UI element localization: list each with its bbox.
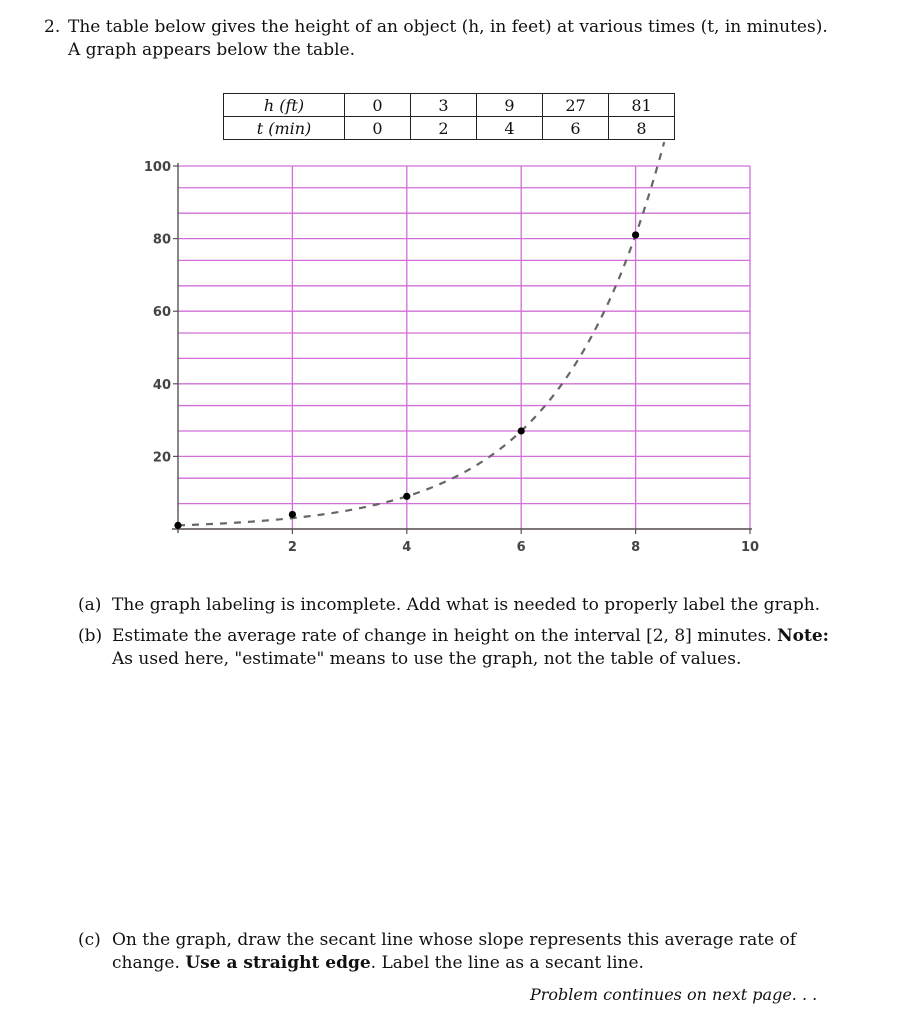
data-point xyxy=(289,511,296,518)
x-tick-label: 10 xyxy=(740,540,760,555)
t-value: 0 xyxy=(345,117,411,140)
t-value: 2 xyxy=(411,117,477,140)
data-point xyxy=(518,427,525,434)
question-label: (c) xyxy=(78,930,101,950)
question-label: (b) xyxy=(78,626,103,646)
problem-number: 2. xyxy=(44,17,61,37)
problem-text: The table below gives the height of an object (h, in feet) at various times (t, in minutes). A graph appears below the table. xyxy=(68,17,828,60)
data-point xyxy=(174,522,181,529)
x-tick-label: 6 xyxy=(516,540,526,555)
y-tick-label: 80 xyxy=(152,232,171,248)
h-value: 3 xyxy=(411,94,477,117)
t-value: 6 xyxy=(543,117,609,140)
y-tick-label: 100 xyxy=(143,160,171,175)
note-label: Note: xyxy=(777,626,829,646)
question-text: As used here, "estimate" means to use the graph, not the table of values. xyxy=(112,649,742,669)
y-tick-label: 60 xyxy=(152,305,171,321)
y-tick-label: 40 xyxy=(152,377,171,393)
question-label: (a) xyxy=(78,595,102,615)
h-label-text: h (ft) xyxy=(263,95,305,115)
bold-instruction: Use a straight edge xyxy=(185,953,371,973)
question-body xyxy=(112,625,848,671)
x-tick-label: 8 xyxy=(631,540,641,555)
footer-note: Problem continues on next page. . . xyxy=(530,985,818,1004)
question-text: Estimate the average rate of change in height on the interval [2, 8] minutes. xyxy=(112,626,778,646)
t-value: 4 xyxy=(477,117,543,140)
x-tick-label: 4 xyxy=(402,540,412,555)
question-text: The graph labeling is incomplete. Add what is needed to properly label the graph. xyxy=(112,595,821,615)
y-tick-label: 20 xyxy=(152,450,171,466)
data-point xyxy=(403,493,410,500)
question-body xyxy=(112,929,848,975)
h-value: 9 xyxy=(477,94,543,117)
t-label-text: t (min) xyxy=(256,118,312,138)
height-curve xyxy=(178,142,664,525)
h-value: 81 xyxy=(609,94,675,117)
t-value: 8 xyxy=(609,117,675,140)
x-tick-label: 2 xyxy=(287,540,297,555)
question-text: On the graph, draw the secant line whose slope represents this average rate of change. xyxy=(112,930,797,973)
question-c xyxy=(78,929,848,975)
question-a xyxy=(78,594,848,617)
data-point xyxy=(632,231,639,238)
h-value: 0 xyxy=(345,94,411,117)
h-value: 27 xyxy=(543,94,609,117)
question-text: . Label the line as a secant line. xyxy=(370,953,644,973)
question-b xyxy=(78,625,848,671)
